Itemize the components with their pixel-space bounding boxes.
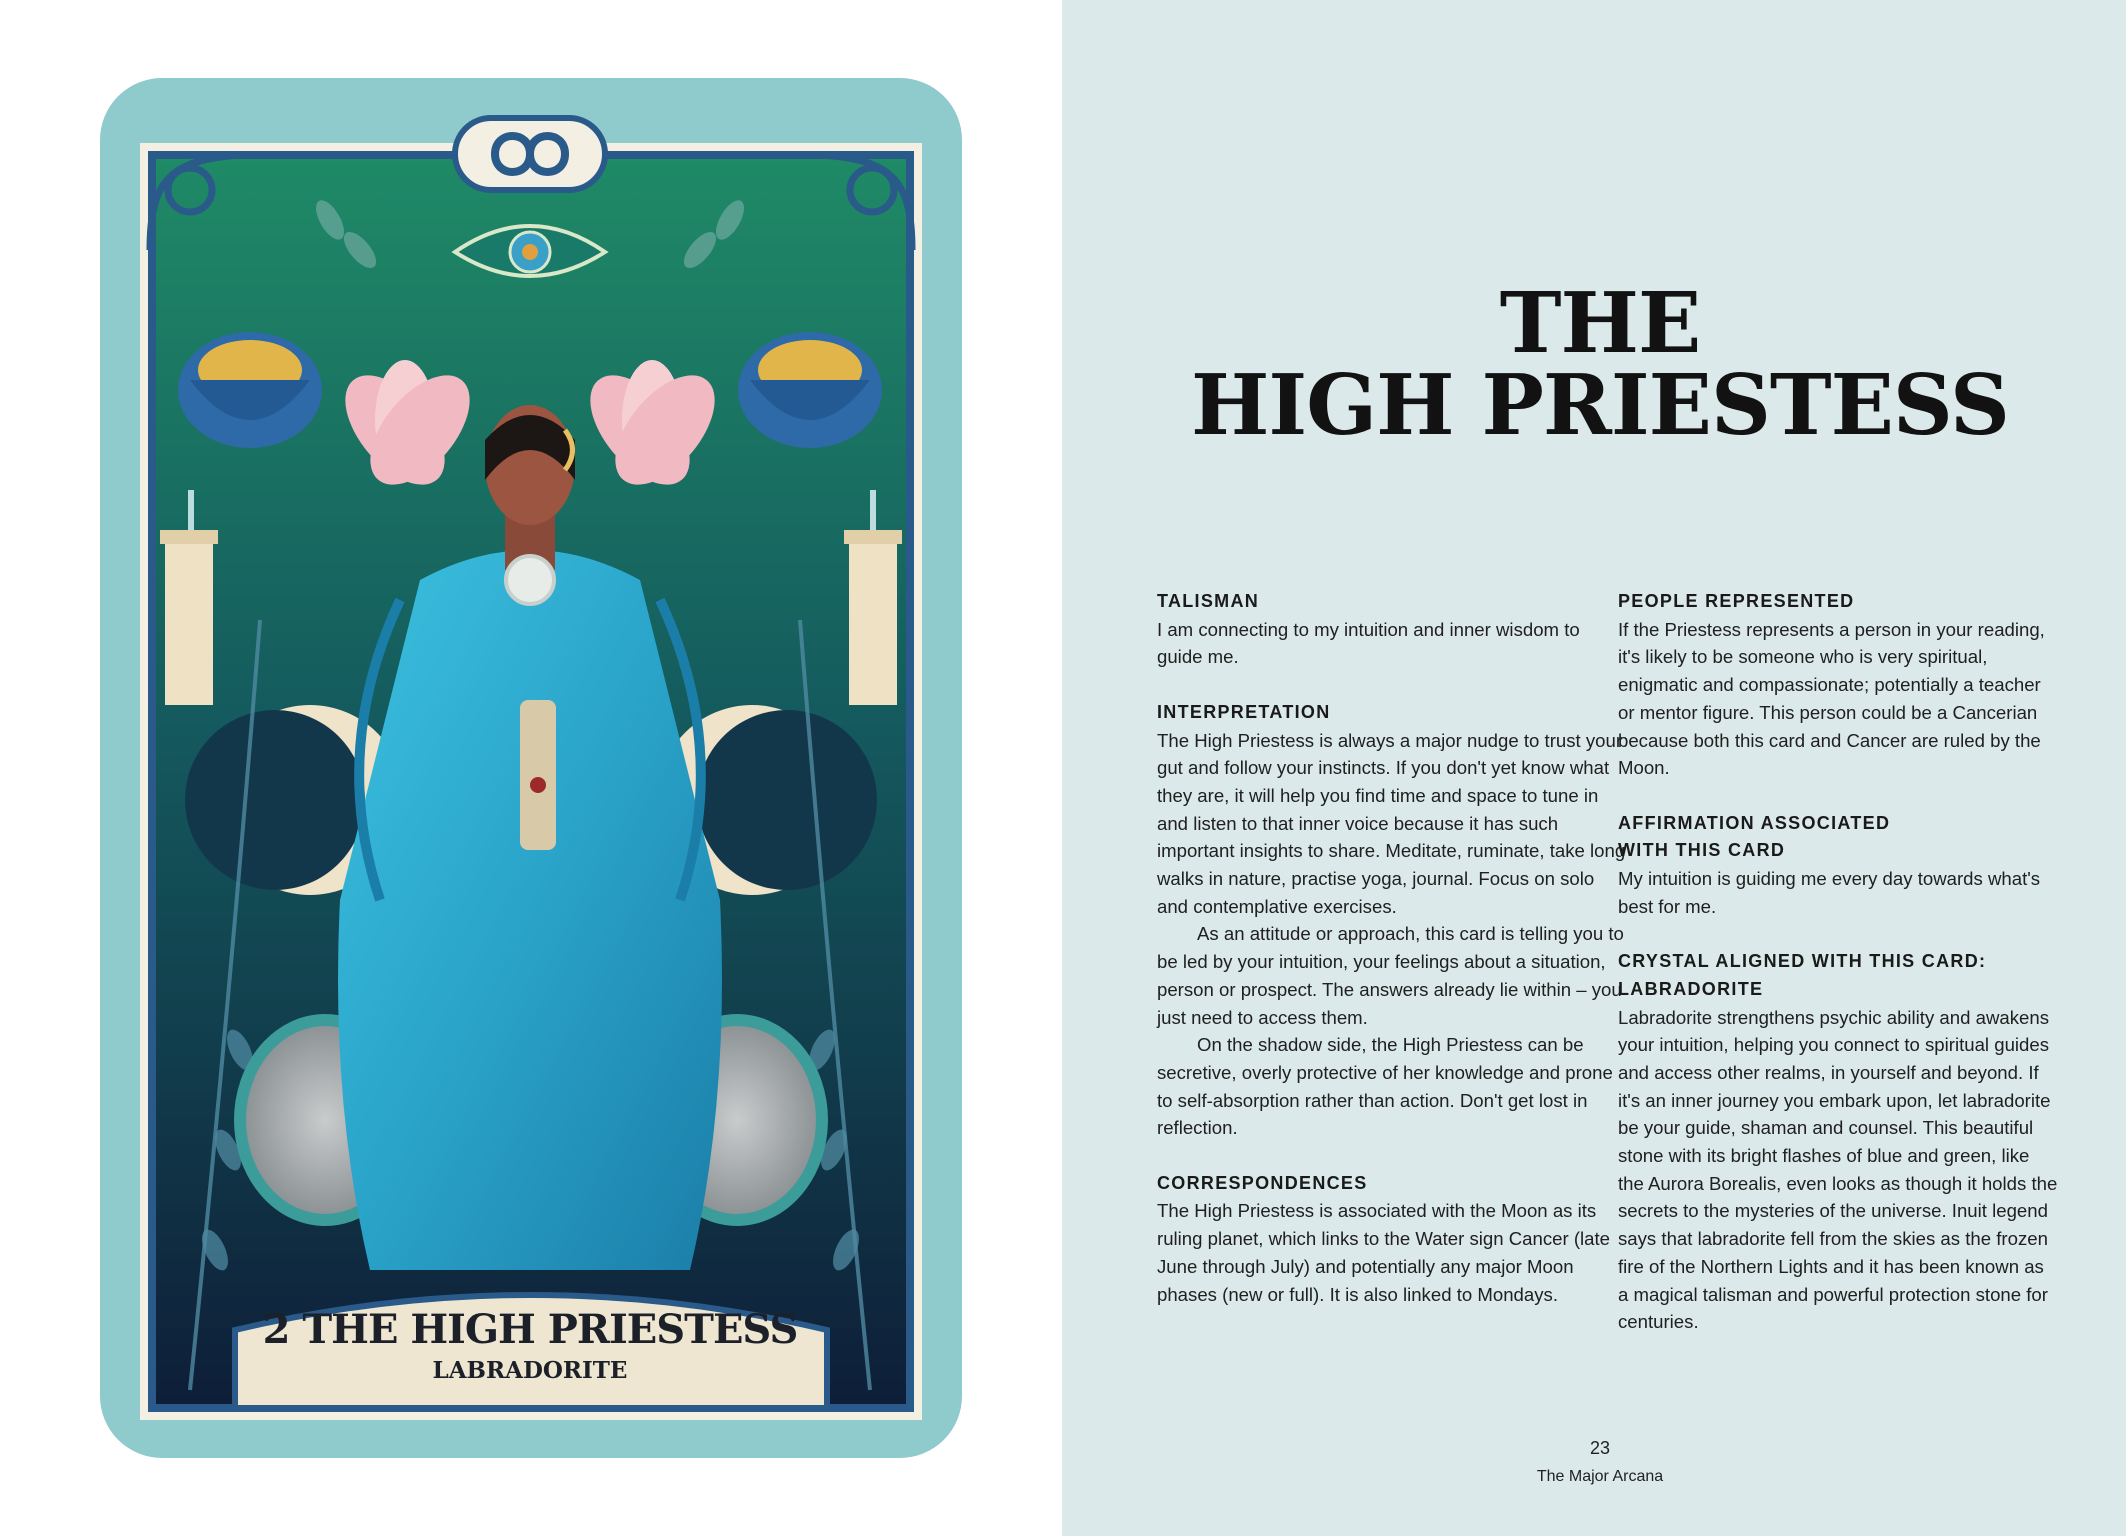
page-title-line1: THE bbox=[1499, 274, 1701, 372]
talisman-heading: TALISMAN bbox=[1157, 591, 1260, 611]
page-title bbox=[1100, 274, 2100, 454]
infinity-icon bbox=[455, 118, 605, 190]
crystal-text: Labradorite strengthens psychic ability and awakens your intuition, helping you connect to spiritual guides and access other realms, in yourself and beyond. If it's an inner journey you embark upon, let labradorite be your guide, shaman and counsel. This beautiful stone with its bright flashes of blue and green, like the Aurora Borealis, even looks as though it holds the secrets to the mysteries of the universe. Inuit legend says that labradorite fell from the skies as the frozen fire of the Northern Lights and it has been known as a magical talisman and powerful protection stone for centuries. bbox=[1618, 1006, 2058, 1333]
affirmation-heading-line2: WITH THIS CARD bbox=[1618, 840, 1786, 861]
crystal-heading-line1: CRYSTAL ALIGNED WITH THIS CARD: bbox=[1618, 951, 1987, 972]
crystal-heading-line2: LABRADORITE bbox=[1618, 978, 1764, 999]
affirmation-text: My intuition is guiding me every day towards what's best for me. bbox=[1618, 868, 2041, 917]
correspondences-heading: CORRESPONDENCES bbox=[1157, 1172, 1368, 1193]
left-text-column bbox=[1157, 588, 1627, 1308]
blue-flower-right bbox=[738, 332, 882, 448]
card-subtitle: LABRADORITE bbox=[432, 1357, 628, 1384]
people-text: If the Priestess represents a person in your reading, it's likely to be someone who is very spiritual, enigmatic and compassionate; potentially a teacher or mentor figure. This person could be a Cancerian because both this card and Cancer are ruled by the Moon. bbox=[1618, 618, 2045, 779]
interpretation-heading: INTERPRETATION bbox=[1157, 701, 1331, 722]
affirmation-heading-line1: AFFIRMATION ASSOCIATED bbox=[1618, 812, 1891, 833]
page-number: 23 bbox=[1589, 1438, 1611, 1458]
people-heading: PEOPLE REPRESENTED bbox=[1618, 591, 1855, 611]
correspondences-text: The High Priestess is associated with the Moon as its ruling planet, which links to the Water sign Cancer (late June through July) and potentially any major Moon phases (new or full). It is also linked to Mondays. bbox=[1157, 1200, 1611, 1305]
running-footer: The Major Arcana bbox=[1536, 1468, 1664, 1485]
left-page bbox=[0, 0, 1062, 1536]
page-title-line2: HIGH PRIESTESS bbox=[1191, 356, 2009, 454]
interpretation-paragraph-2: As an attitude or approach, this card is telling you to be led by your intuition, your feelings about a situation, person or prospect. The answers already lie within – you just need to access them. bbox=[1157, 923, 1624, 1028]
card-title: 2 THE HIGH PRIESTESS bbox=[262, 1306, 798, 1353]
right-text-column bbox=[1618, 588, 2058, 1336]
blue-flower-left bbox=[178, 332, 322, 448]
interpretation-paragraph-3: On the shadow side, the High Priestess can be secretive, overly protective of her knowledge and prone to self-absorption rather than action. Don't get lost in reflection. bbox=[1157, 1034, 1613, 1139]
talisman-text: I am connecting to my intuition and inner wisdom to guide me. bbox=[1157, 618, 1580, 668]
interpretation-paragraph-1: The High Priestess is always a major nudge to trust your gut and follow your instincts. If you don't yet know what they are, it will help you find time and space to tune in and listen to that inner voice because it has such important insights to share. Meditate, ruminate, take long walks in nature, practise yoga, journal. Focus on solo and contemplative exercises. bbox=[1157, 729, 1626, 917]
